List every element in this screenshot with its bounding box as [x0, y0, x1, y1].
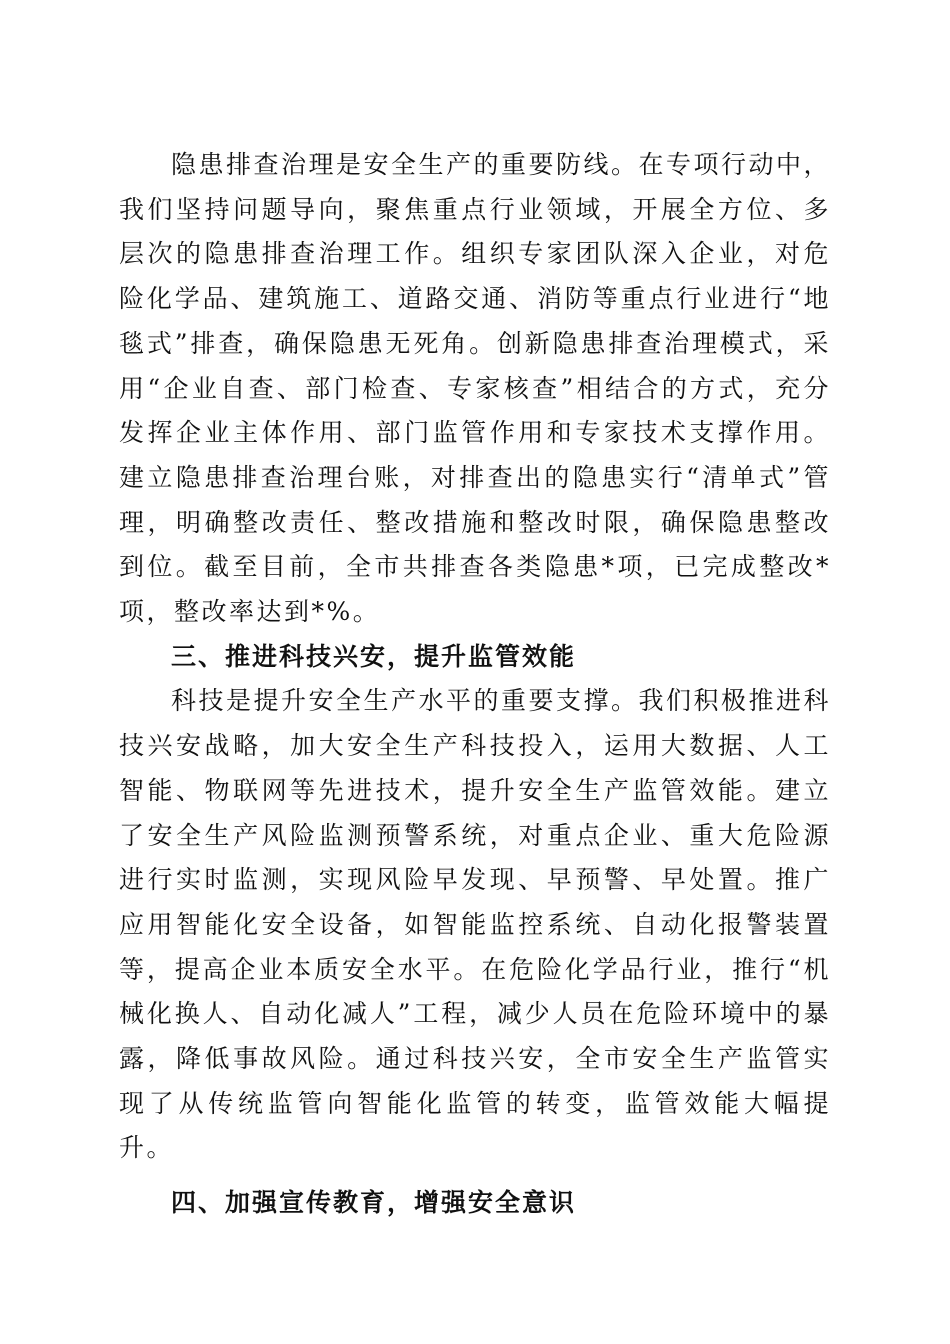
section-heading-publicity-education: 四、加强宣传教育，增强安全意识	[171, 1188, 577, 1218]
section-heading-tech-safety: 三、推进科技兴安，提升监管效能	[171, 641, 577, 671]
paragraph-hazard-inspection: 隐患排查治理是安全生产的重要防线。在专项行动中，我们坚持问题导向，聚焦重点行业领域，开展全方位、多层次的隐患排查治理工作。组织专家团队深入企业，对危险化学品、建筑施工、道路交通、消防等重点行业进行“地毯式”排查，确保隐患无死角。创新隐患排查治理模式，采用“企业自查、部门检查、专家核查”相结合的方式，充分发挥企业主体作用、部门监管作用和专家技术支撑作用。建立隐患排查治理台账，对排查出的隐患实行“清单式”管理，明确整改责任、整改措施和整改时限，确保隐患整改到位。截至目前，全市共排查各类隐患*项，已完成整改*项，整改率达到*%。	[119, 150, 832, 627]
document-body	[119, 143, 831, 1226]
paragraph-tech-safety: 科技是提升安全生产水平的重要支撑。我们积极推进科技兴安战略，加大安全生产科技投入，运用大数据、人工智能、物联网等先进技术，提升安全生产监管效能。建立了安全生产风险监测预警系统，对重点企业、重大危险源进行实时监测，实现风险早发现、早预警、早处置。推广应用智能化安全设备，如智能监控系统、自动化报警装置等，提高企业本质安全水平。在危险化学品行业，推行“机械化换人、自动化减人”工程，减少人员在危险环境中的暴露，降低事故风险。通过科技兴安，全市安全生产监管实现了从传统监管向智能化监管的转变，监管效能大幅提升。	[119, 686, 832, 1163]
